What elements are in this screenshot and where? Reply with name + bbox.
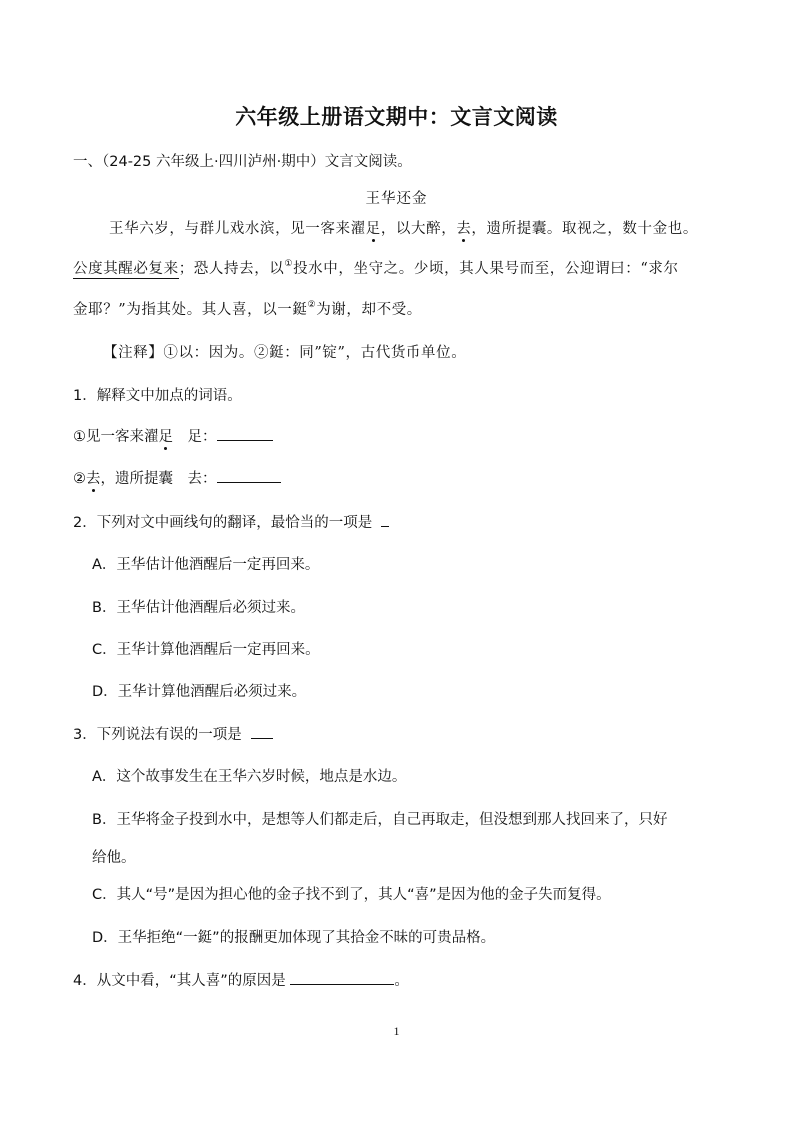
answer-blank[interactable] [217, 426, 273, 441]
answer-blank[interactable] [251, 724, 273, 739]
footnote-marker: ② [307, 300, 317, 310]
q2-option-c[interactable]: C．王华计算他酒醒后一定再回来。 [92, 642, 320, 658]
q1-prompt: 1．解释文中加点的词语。 [73, 388, 242, 404]
story-line-2 [73, 257, 679, 278]
story-line-3 [73, 298, 422, 319]
dotted-word: 去 [456, 221, 472, 237]
story-text: 王华六岁，与群儿戏水滨，见一客来濯 [109, 221, 366, 237]
dotted-word: 足 [158, 429, 173, 445]
answer-blank[interactable] [290, 970, 394, 985]
q1-item-label: 足： [173, 429, 217, 445]
story-text: 投水中，坐守之。少顷，其人果号而至，公迎谓曰：“求尔 [293, 261, 679, 277]
answer-blank[interactable] [381, 512, 389, 527]
q4-prompt [73, 969, 409, 990]
story-text: ，以大醉， [380, 221, 457, 237]
q3-option-d[interactable]: D．王华拒绝“一鋌”的报酬更加体现了其拾金不昧的可贵品格。 [92, 930, 496, 946]
q3-option-b-continued[interactable]: 给他。 [92, 850, 136, 866]
q2-prompt [73, 511, 389, 532]
story-text: ；恐人持去，以 [178, 261, 285, 277]
q3-option-a[interactable]: A．这个故事发生在王华六岁时候，地点是水边。 [92, 769, 407, 785]
footnote-marker: ① [284, 259, 294, 269]
annotation-notes: 【注释】①以：因为。②鋌：同”锭”，古代货币单位。 [103, 345, 467, 361]
dotted-word: 去 [86, 471, 101, 487]
page-title: 六年级上册语文期中：文言文阅读 [235, 105, 558, 129]
q1-item-text: ①见一客来濯 [73, 429, 159, 445]
q3-prompt [73, 723, 273, 744]
q2-option-d[interactable]: D．王华计算他酒醒后必须过来。 [92, 684, 307, 700]
section-header: 一、（24-25 六年级上·四川泸州·期中）文言文阅读。 [73, 154, 412, 170]
q2-option-a[interactable]: A．王华估计他酒醒后一定再回来。 [92, 557, 320, 573]
q1-item-1 [73, 425, 273, 446]
story-line-1 [109, 217, 698, 238]
answer-blank[interactable] [217, 468, 281, 483]
story-text: 金耶？”为指其处。其人喜，以一鋌 [73, 302, 308, 318]
q4-prompt-text: 4．从文中看，“其人喜”的原因是 [73, 973, 286, 989]
q3-option-b[interactable]: B．王华将金子投到水中，是想等人们都走后，自己再取走，但没想到那人找回来了，只好 [92, 812, 668, 828]
q2-option-b[interactable]: B．王华估计他酒醒后必须过来。 [92, 600, 305, 616]
story-text: ，遗所提囊。取视之，数十金也。 [471, 221, 698, 237]
q1-item-label: ，遗所提囊 去： [100, 471, 217, 487]
q3-option-c[interactable]: C．其人“号”是因为担心他的金子找不到了，其人“喜”是因为他的金子失而复得。 [92, 887, 611, 903]
q2-prompt-text: 2．下列对文中画线句的翻译，最恰当的一项是 [73, 515, 373, 531]
underlined-sentence: 公度其醒必复来 [73, 261, 179, 277]
page-number: 1 [393, 1024, 400, 1038]
q1-item-2 [73, 467, 281, 488]
story-title: 王华还金 [365, 191, 428, 207]
dotted-word: 足 [365, 221, 381, 237]
q1-item-text: ② [73, 471, 86, 487]
q3-prompt-text: 3．下列说法有误的一项是 [73, 727, 242, 743]
story-text: 为谢，却不受。 [316, 302, 422, 318]
q4-suffix: 。 [394, 973, 409, 989]
